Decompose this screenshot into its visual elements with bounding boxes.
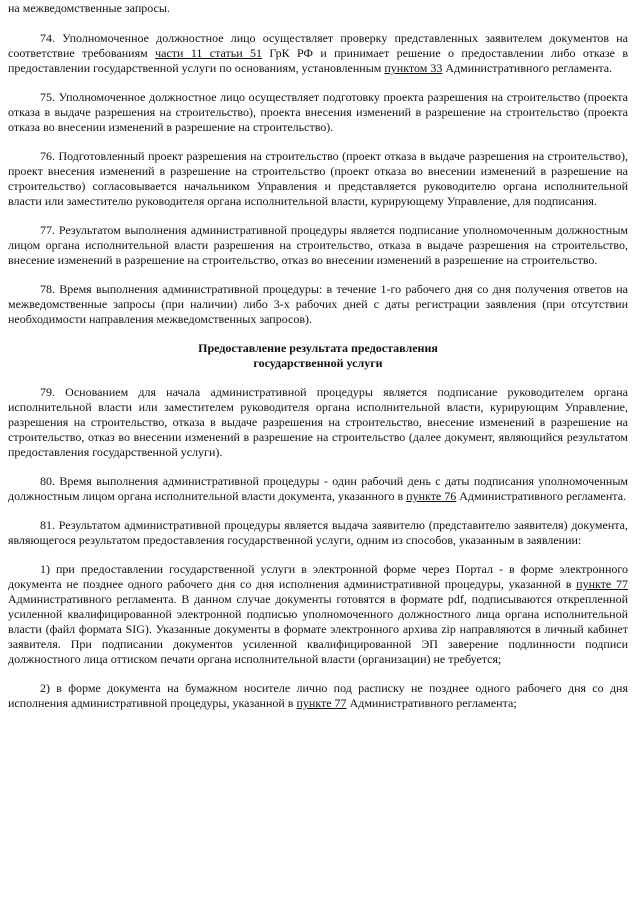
section-heading-line-1: Предоставление результата предоставления [198, 341, 438, 355]
paragraph-78: 78. Время выполнения административной процедуры: в течение 1-го рабочего дня со дня получения ответов на межведомственные запросы (при наличии) либо 3-х рабочих дней с даты регистрации заявления (при отсутствии необходимости направления межведомственных запросов). [8, 282, 628, 326]
paragraph-80: 80. Время выполнения административной процедуры - один рабочий день с даты подписания уполномоченным должностным лицом органа исполнительной власти документа, указанного в пункте 76 Административного регламента. [8, 474, 628, 503]
paragraph-77: 77. Результатом выполнения административной процедуры является подписание уполномоченным должностным лицом органа исполнительной власти разрешения на строительство, отказа в выдаче разрешения на строительство, внесение изменений в разрешение на строительство, отказ во внесении изменений в разрешение на строительство. [8, 223, 628, 267]
link-point-33[interactable]: пунктом 33 [384, 61, 443, 75]
paragraph-75: 75. Уполномоченное должностное лицо осуществляет подготовку проекта разрешения на строительство (проекта отказа в выдаче разрешения на строительство), проекта внесения изменений в разрешение на строительство (проекта отказа во внесении изменений в разрешение на строительство). [8, 90, 628, 134]
link-part-11-article-51[interactable]: части 11 статьи 51 [155, 46, 263, 60]
paragraph-79: 79. Основанием для начала административной процедуры является подписание руководителем органа исполнительной власти или заместителем руководителя органа исполнительной власти, курирующим Управление, разрешения на строительство, отказа в выдаче разрешения на строительство, внесение изменений в разрешение на строительство, отказ во внесении изменений в разрешение на строительство (далее документ, являющийся результатом предоставления государственной услуги). [8, 385, 628, 459]
link-point-77-b[interactable]: пункте 77 [296, 696, 347, 710]
paragraph-76: 76. Подготовленный проект разрешения на строительство (проект отказа в выдаче разрешения на строительство), проект внесения изменений в разрешение на строительство (проект отказа во внесении изменений в разрешение на строительство) согласовывается начальником Управления и представляется руководителю органа исполнительной власти или заместителю руководителя органа исполнительной власти, курирующему Управление, для подписания. [8, 149, 628, 208]
top-fragment: на межведомственные запросы. [8, 1, 170, 15]
link-point-76[interactable]: пункте 76 [406, 489, 457, 503]
section-heading [8, 341, 628, 371]
list-item-1: 1) при предоставлении государственной услуги в электронной форме через Портал - в форме электронного документа не позднее одного рабочего дня со дня исполнения административной процедуры, указанной в пункте 77 Административного регламента. В данном случае документы готовятся в формате pdf, подписываются открепленной усиленной квалифицированной электронной подписью уполномоченного должностного лица органа исполнительной власти (файл формата SIG). Указанные документы в формате электронного архива zip направляются в личный кабинет заявителя. При подписании документов усиленной квалифицированной ЭП заверение подлинности подписи должностного лица оттиском печати органа исполнительной власти (организации) не требуется; [8, 562, 628, 666]
paragraph-74: 74. Уполномоченное должностное лицо осуществляет проверку представленных заявителем документов на соответствие требованиям части 11 статьи 51 ГрК РФ и принимает решение о предоставлении либо отказе в предоставлении государственной услуги по основаниям, установленным пунктом 33 Административного регламента. [8, 31, 629, 75]
link-point-77-a[interactable]: пункте 77 [576, 577, 628, 591]
section-heading-line-2: государственной услуги [253, 356, 383, 370]
paragraph-81: 81. Результатом административной процедуры является выдача заявителю (представителю заявителя) документа, являющегося результатом предоставления государственной услуги, одним из способов, указанным в заявлении: [8, 518, 628, 547]
list-item-2: 2) в форме документа на бумажном носителе лично под расписку не позднее одного рабочего дня со дня исполнения административной процедуры, указанной в пункте 77 Административного регламента; [8, 681, 628, 710]
